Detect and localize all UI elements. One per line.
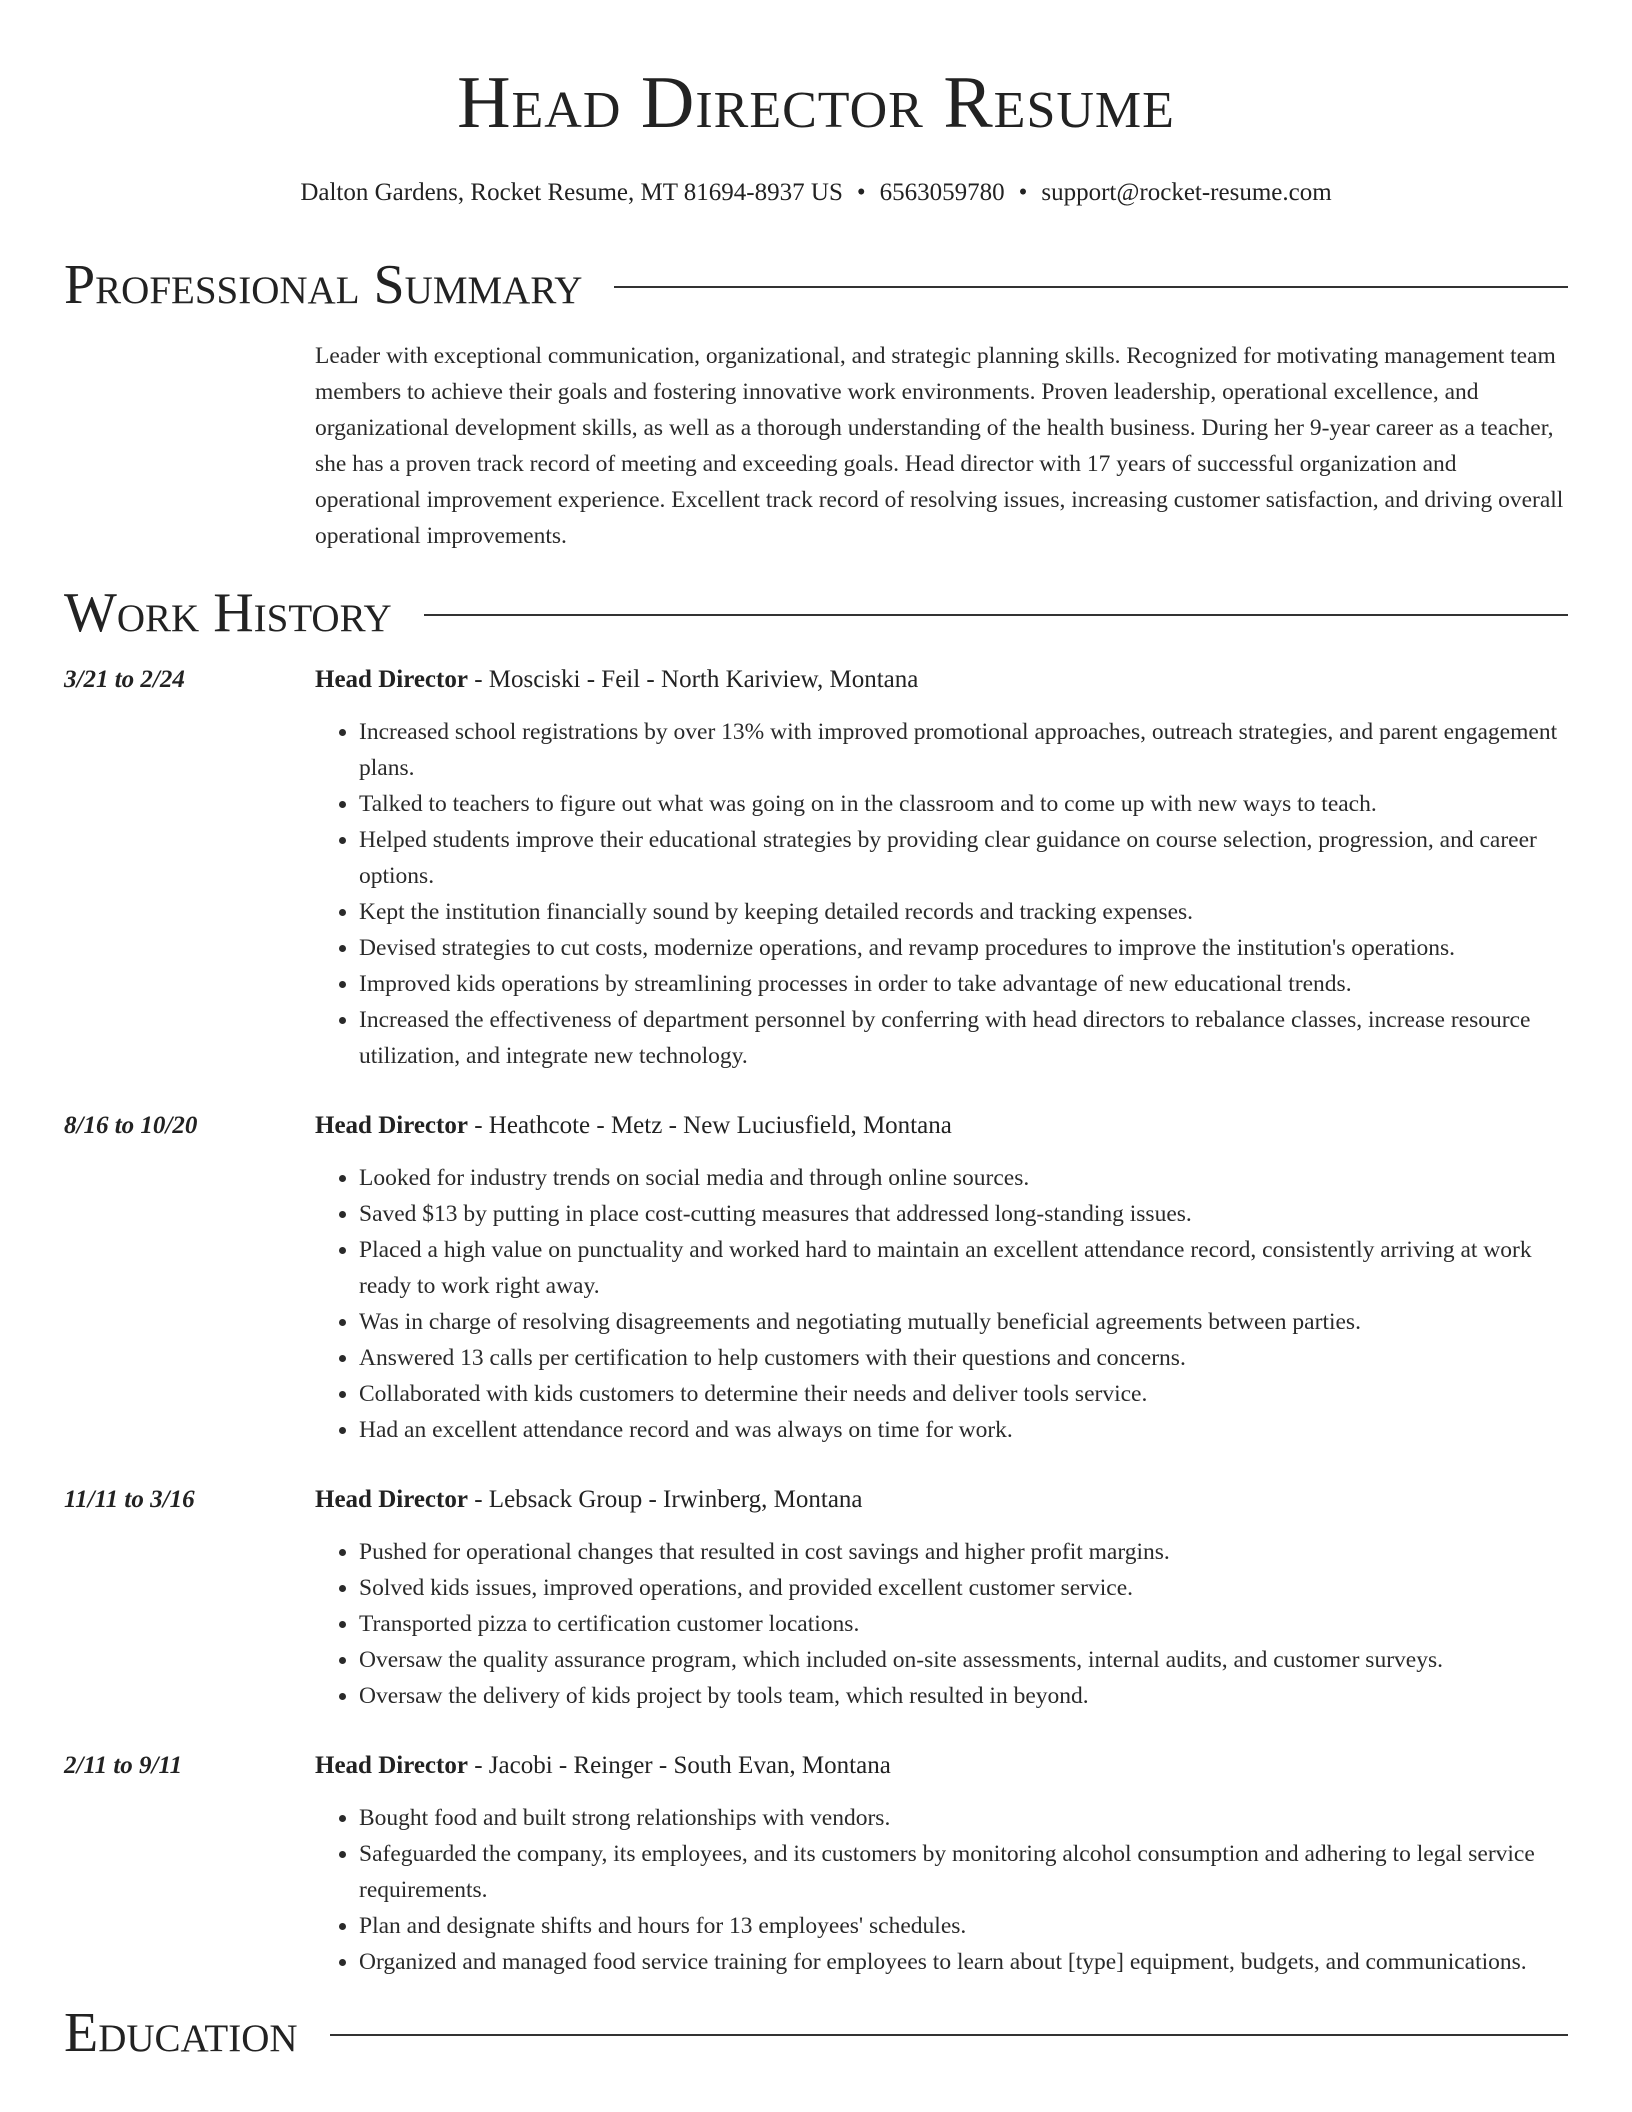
job-details (315, 662, 1568, 1074)
job-bullets (315, 1800, 1568, 1980)
section-title-work: Work History (64, 582, 392, 644)
page-title: Head Director Resume (457, 62, 1175, 144)
job-bullet: • Oversaw the quality assurance program, which included on-site assessments, internal audits, and customer surveys. (359, 1642, 1568, 1678)
job-dates: 11/11 to 3/16 (64, 1486, 195, 1513)
job-role: Head Director (315, 1752, 468, 1779)
contact-separator: • (856, 179, 866, 206)
job-entry (64, 1482, 1568, 1714)
job-details (315, 1108, 1568, 1448)
section-title-summary: Professional Summary (64, 254, 583, 316)
summary-text: Leader with exceptional communication, organizational, and strategic planning skills. Recognized for motivating management team members to achieve their goals and fostering innovative work environments. Proven leadership, operational excellence, and organizational development skills, as well as a thorough understanding of the health business. During her 9-year career as a teacher, she has a proven track record of meeting and exceeding goals. Head director with 17 years of successful organization and operational improvement experience. Excellent track record of resolving issues, increasing customer satisfaction, and driving overall operational improvements. (315, 343, 1564, 549)
job-title-line (315, 1482, 1568, 1518)
section-divider (424, 614, 1568, 616)
job-title-line (315, 1108, 1568, 1144)
job-entry (64, 1748, 1568, 1980)
job-bullet: • Bought food and built strong relationships with vendors. (359, 1800, 1568, 1836)
job-bullets (315, 714, 1568, 1074)
job-bullet: • Improved kids operations by streamlining processes in order to take advantage of new educational trends. (359, 966, 1568, 1002)
job-company: - Mosciski - Feil - North Kariview, Montana (467, 666, 919, 693)
job-company: - Heathcote - Metz - New Luciusfield, Montana (467, 1112, 952, 1139)
job-details (315, 1482, 1568, 1714)
job-role: Head Director (315, 666, 468, 693)
job-bullet: • Looked for industry trends on social media and through online sources. (359, 1160, 1568, 1196)
job-bullet: • Had an excellent attendance record and was always on time for work. (359, 1412, 1568, 1448)
contact-line (64, 178, 1568, 208)
job-company: - Jacobi - Reinger - South Evan, Montana (467, 1752, 891, 1779)
contact-separator: • (1018, 179, 1028, 206)
section-title-education: Education (64, 2002, 298, 2064)
job-bullet: • Increased school registrations by over 13% with improved promotional approaches, outreach strategies, and parent engagement plans. (359, 714, 1568, 786)
job-bullet: • Pushed for operational changes that resulted in cost savings and higher profit margins. (359, 1534, 1568, 1570)
section-divider (330, 2034, 1568, 2036)
job-bullet: • Answered 13 calls per certification to help customers with their questions and concerns. (359, 1340, 1568, 1376)
job-bullet: • Collaborated with kids customers to determine their needs and deliver tools service. (359, 1376, 1568, 1412)
job-dates: 8/16 to 10/20 (64, 1112, 198, 1139)
job-bullet: • Devised strategies to cut costs, modernize operations, and revamp procedures to improve the institution's operations. (359, 930, 1568, 966)
job-title-line (315, 1748, 1568, 1784)
section-divider (614, 286, 1568, 288)
job-details (315, 1748, 1568, 1980)
job-dates: 2/11 to 9/11 (64, 1752, 183, 1779)
job-title-line (315, 662, 1568, 698)
job-bullet: • Increased the effectiveness of department personnel by conferring with head directors to rebalance classes, increase resource utilization, and integrate new technology. (359, 1002, 1568, 1074)
job-company: - Lebsack Group - Irwinberg, Montana (467, 1486, 863, 1513)
job-entry (64, 662, 1568, 1074)
contact-email: support@rocket-resume.com (1041, 179, 1332, 206)
job-role: Head Director (315, 1112, 468, 1139)
job-bullet: • Transported pizza to certification customer locations. (359, 1606, 1568, 1642)
contact-phone: 6563059780 (879, 179, 1005, 206)
job-entry (64, 1108, 1568, 1448)
job-bullet: • Placed a high value on punctuality and worked hard to maintain an excellent attendance record, consistently arriving at work ready to work right away. (359, 1232, 1568, 1304)
job-bullet: • Organized and managed food service training for employees to learn about [type] equipment, budgets, and communications. (359, 1944, 1568, 1980)
job-bullet: • Helped students improve their educational strategies by providing clear guidance on course selection, progression, and career options. (359, 822, 1568, 894)
job-bullet: • Oversaw the delivery of kids project by tools team, which resulted in beyond. (359, 1678, 1568, 1714)
job-role: Head Director (315, 1486, 468, 1513)
job-bullet: • Saved $13 by putting in place cost-cutting measures that addressed long-standing issues. (359, 1196, 1568, 1232)
job-bullet: • Kept the institution financially sound by keeping detailed records and tracking expenses. (359, 894, 1568, 930)
job-bullet: • Solved kids issues, improved operations, and provided excellent customer service. (359, 1570, 1568, 1606)
job-bullet: • Safeguarded the company, its employees, and its customers by monitoring alcohol consumption and adhering to legal service requirements. (359, 1836, 1568, 1908)
summary-section-header (64, 252, 1568, 318)
job-bullet: • Talked to teachers to figure out what was going on in the classroom and to come up with new ways to teach. (359, 786, 1568, 822)
education-section-header (64, 2000, 1568, 2066)
job-bullets (315, 1534, 1568, 1714)
contact-address: Dalton Gardens, Rocket Resume, MT 81694-8937 US (300, 179, 843, 206)
job-bullet: • Plan and designate shifts and hours for 13 employees' schedules. (359, 1908, 1568, 1944)
job-dates: 3/21 to 2/24 (64, 666, 185, 693)
job-bullet: • Was in charge of resolving disagreements and negotiating mutually beneficial agreements between parties. (359, 1304, 1568, 1340)
work-section-header (64, 580, 1568, 646)
job-bullets (315, 1160, 1568, 1448)
